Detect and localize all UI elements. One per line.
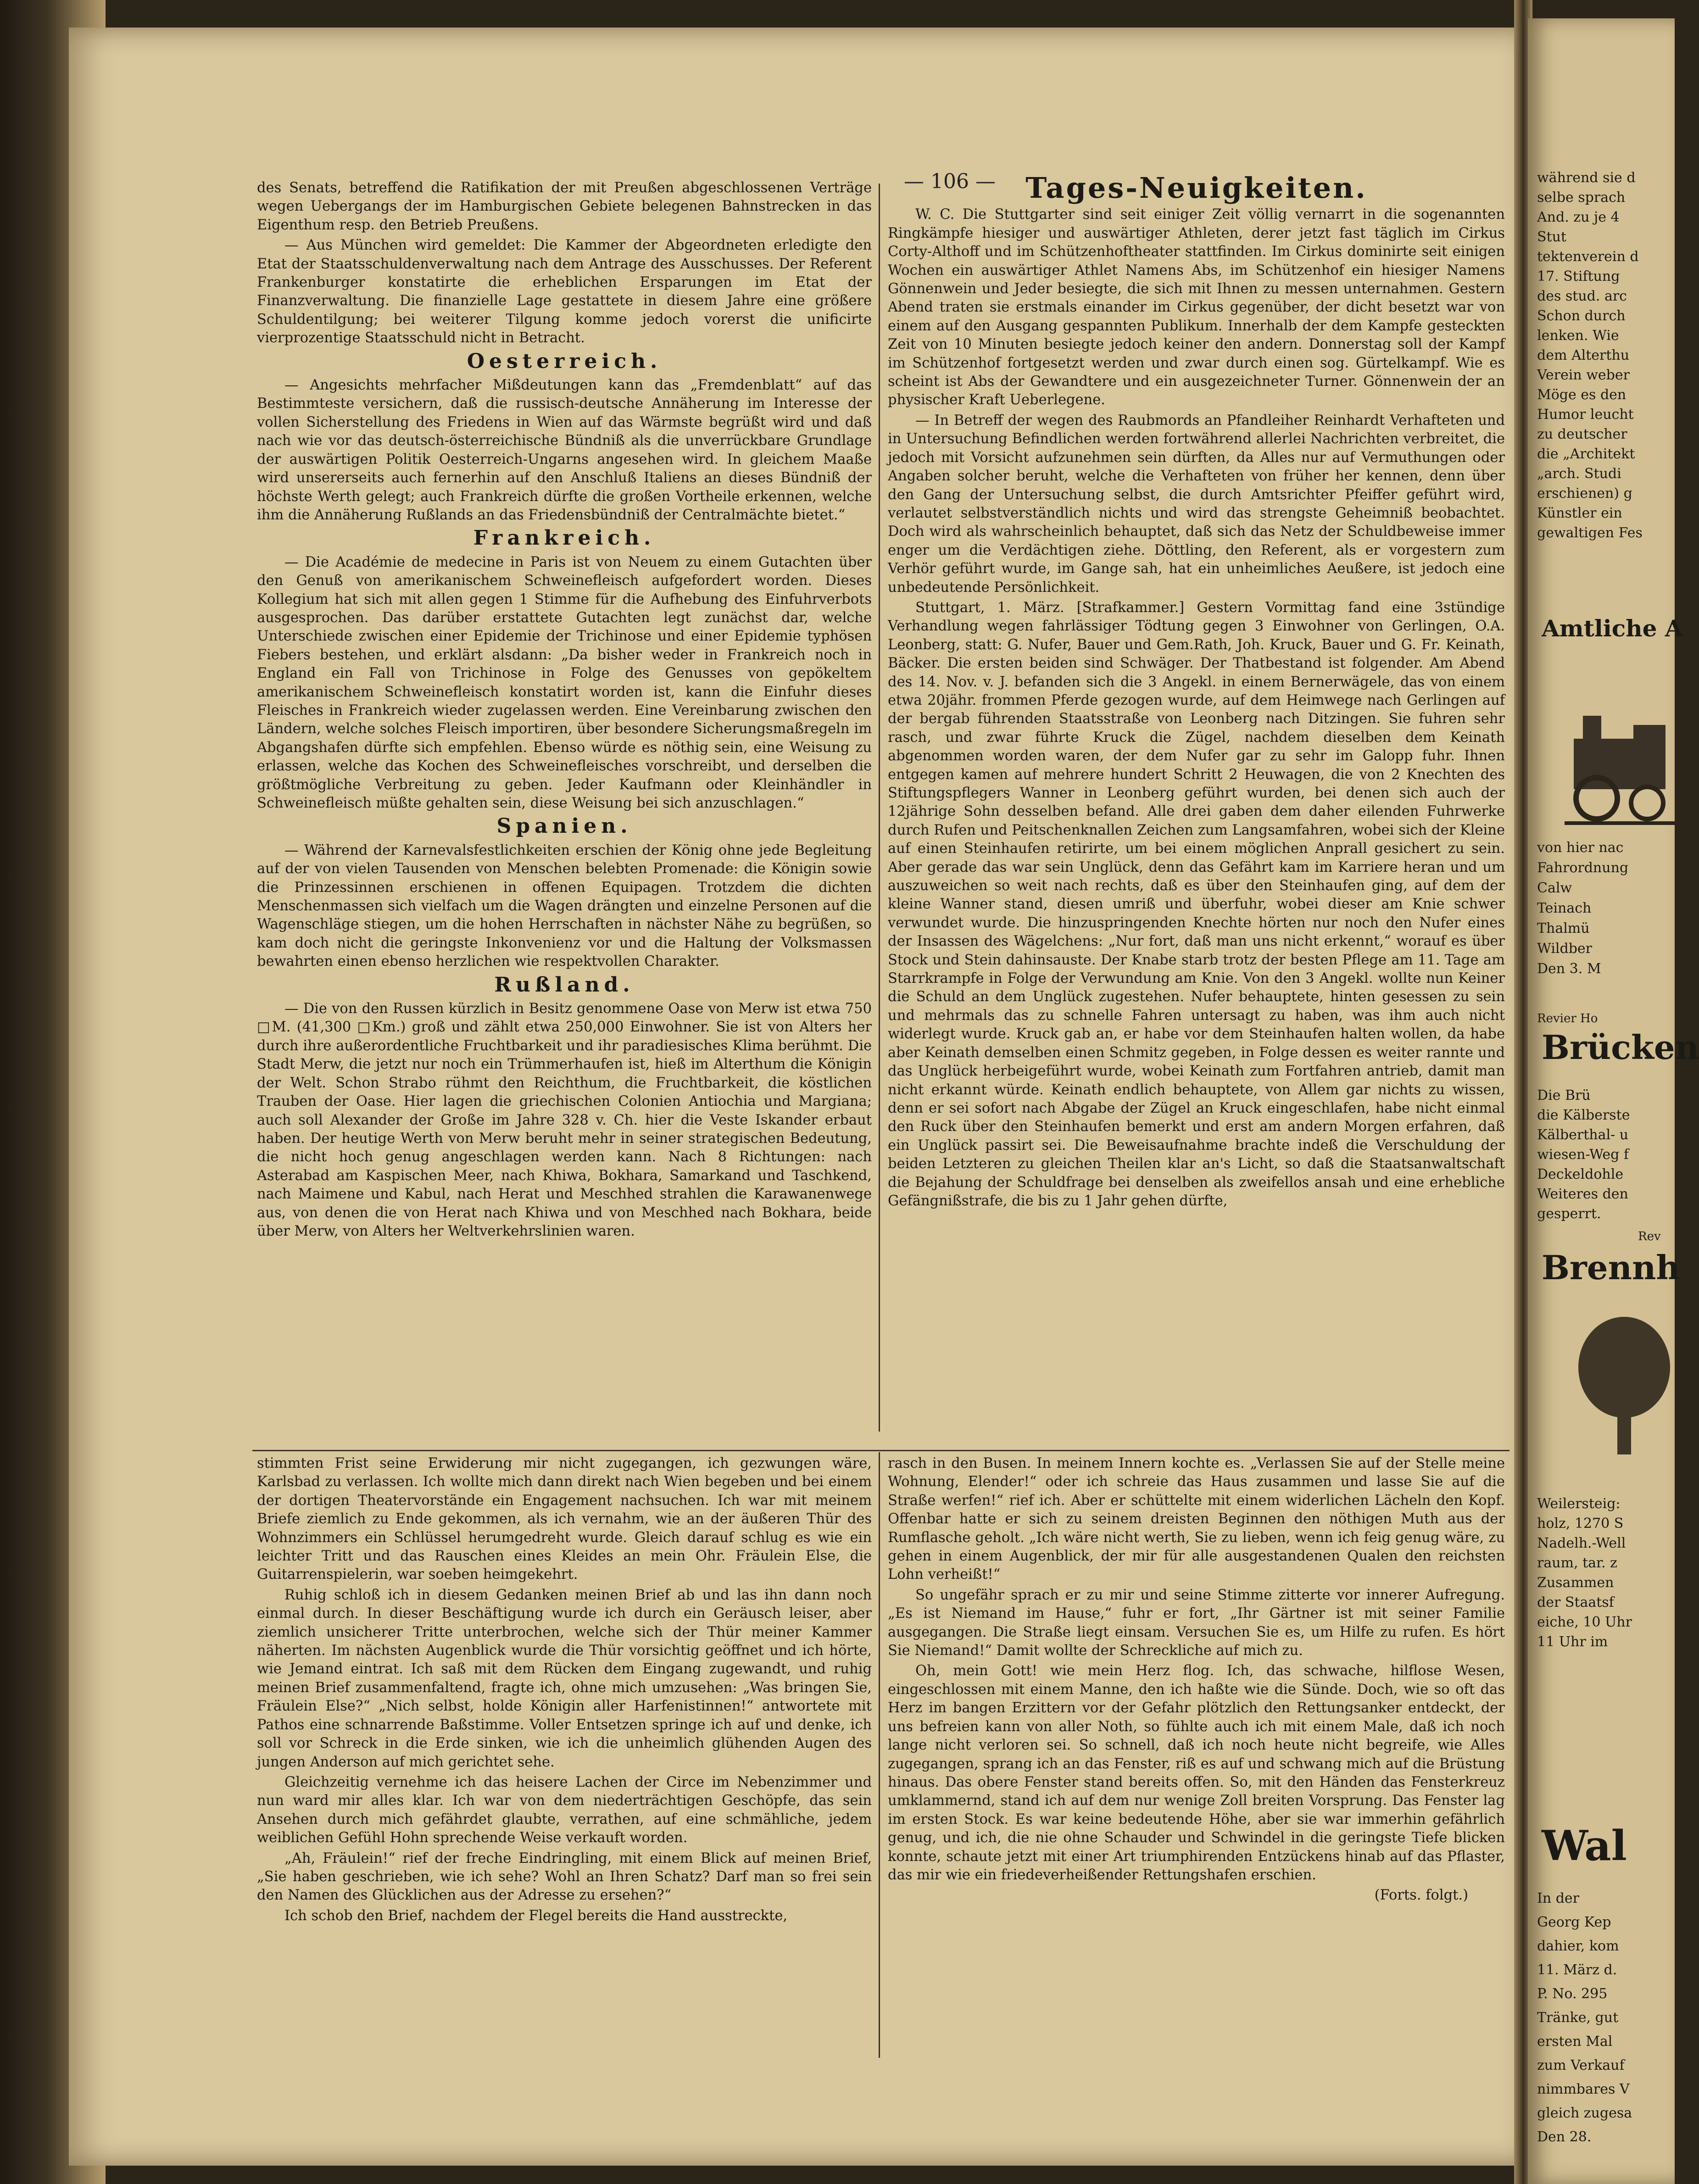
adjacent-text-line: der Staatsf [1537, 1594, 1614, 1610]
adjacent-heading-bruecken: Brücken [1542, 1028, 1699, 1067]
section-heading-russland: Rußland. [494, 973, 635, 997]
adjacent-text-line: Weiteres den [1537, 1186, 1628, 1202]
section-heading-spanien: Spanien. [496, 814, 632, 838]
adjacent-text-line: gesperrt. [1537, 1206, 1601, 1222]
adjacent-text-line: erschienen) g [1537, 485, 1632, 501]
locomotive-illustration [1565, 684, 1675, 835]
article-russland: — Die von den Russen kürzlich in Besitz genommene Oase von Merw ist etwa 750 □M. (41,300 □Km.) groß und zählt etwa 250,000 Einwohner. Sie ist von Alters her durch ihre außerordentliche Fruchtbarkeit und ihr paradiesisches Klima berühmt. Die Stadt Merw, die jetzt nur noch ein Trümmerhaufen ist, hieß im Alterthum die Königin der Welt. Schon Strabo rühmt den Reichthum, die Fruchtbarkeit, die köstlichen Trauben der Oase. Hier lagen die griechischen Colonien Antiochia und Margiana; auch soll Alexander der Große im Jahre 328 v. Ch. hier die Veste Iskander erbaut haben. Der heutige Werth von Merw beruht mehr in seiner strategischen Bedeutung, die nicht hoch genug angeschlagen werden kann. Nach 8 Richtungen: nach Asterabad am Kaspischen Meer, nach Khiwa, Bokhara, Samarkand und Taschkend, nach Maimene und Kabul, nach Herat und Meschhed strahlen die Karawanenwege aus, von denen die von Herat nach Khiwa und von Meschhed nach Bokhara, beide über Merw, von Alters her Weltverkehrslinien waren. [257, 1001, 872, 1239]
feuilleton-paragraph: Ich schob den Brief, nachdem der Flegel bereits die Hand ausstreckte, [284, 1907, 788, 1924]
adjacent-text-line: Die Brü [1537, 1087, 1591, 1103]
adjacent-text-line: ersten Mal [1537, 2034, 1613, 2050]
section-heading-oesterreich: Oesterreich. [467, 349, 662, 373]
adjacent-text-line: von hier nac [1537, 840, 1624, 856]
article-frankreich: — Die Académie de medecine in Paris ist von Neuem zu einem Gutachten über den Genuß von amerikanischem Schweinefleisch aufgefordert worden. Dieses Kollegium hat sich mit allen gegen 1 Stimme für die Aufhebung des Einfuhrverbots ausgesprochen. Das darüber erstattete Gutachten legt zunächst dar, welche Unterschiede zwischen einer Epidemie der Trichinose und einer Epidemie typhösen Fiebers bestehen, und erklärt alsdann: „Da bisher weder in Frankreich noch in England ein Fall von Trichinose in Folge des Genusses von gepökeltem amerikanischem Schweinefleisch konstatirt worden ist, kann die Einfuhr dieses Fleisches in Frankreich wieder zugelassen werden. Eine Vereinbarung zwischen den Ländern, welche solches Fleisch importiren, über besondere Sicherungsmaßregeln im Abgangshafen dürfte sich empfehlen. Ebenso würde es nöthig sein, eine Weisung zu erlassen, welche das Kochen des Schweinefleisches vorschreibt, und derselben die größtmögliche Verbreitung zu geben. Jeder Kaufmann oder Kleinhändler in Schweinefleisch müßte gehalten sein, diese Weisung bei sich anzuschlagen.“ [257, 554, 872, 811]
feuilleton-paragraph: rasch in den Busen. In meinem Innern kochte es. „Verlassen Sie auf der Stelle meine Wohnung, Elender!“ oder ich schreie das Haus zusammen und lasse Sie auf die Straße werfen!“ rief ich. Aber er schüttelte mit einem widerlichen Lächeln den Kopf. Offenbar hatte er sich zu seinem dreisten Beginnen den nöthigen Muth aus der Rumflasche geholt. „Ich wäre nicht werth, Sie zu lieben, wenn ich feig genug wäre, zu gehen in einem Augenblick, der mir für alle ausgestandenen Qualen den reichsten Lohn verheißt!“ [888, 1455, 1505, 1583]
adjacent-text-line: Thalmü [1537, 920, 1590, 936]
column-divider [879, 184, 880, 1432]
feuilleton-right-text [888, 1454, 1505, 1884]
adjacent-text-line: And. zu je 4 [1537, 209, 1620, 225]
adjacent-text-line: zu deutscher [1537, 426, 1627, 442]
article-oesterreich: — Angesichts mehrfacher Mißdeutungen kann das „Fremdenblatt“ auf das Bestimmteste versichern, daß die russisch-deutsche Annäherung im Interesse der vollen Sicherstellung des Friedens in Wien auf das Wärmste begrüßt wird und daß nach wie vor das deutsch-österreichische Bündniß als die unverrückbare Grundlage der auswärtigen Politik Oesterreich-Ungarns angesehen wird. In gleichem Maaße wird unsererseits auch fernerhin auf den Anschluß Italiens an dieses Bündniß der höchste Werth gelegt; auch Frankreich dürfte die großen Vortheile erkennen, welche ihm die Annäherung Rußlands an das Friedensbündniß der Centralmächte bietet.“ [257, 377, 872, 523]
adjacent-text-line: gewaltigen Fes [1537, 525, 1643, 541]
adjacent-text-line: Kälberthal- u [1537, 1127, 1629, 1143]
page-number: — 106 — [904, 170, 996, 193]
adjacent-text-line: Teinach [1537, 900, 1592, 916]
adjacent-text-line: Verein weber [1537, 367, 1630, 383]
adjacent-text-line: gleich zugesa [1537, 2105, 1632, 2121]
adjacent-text-line: Calw [1537, 880, 1572, 896]
adjacent-text-line: P. No. 295 [1537, 1986, 1608, 2002]
feuilleton-column-divider [879, 1452, 880, 2058]
article-muenchen: — Aus München wird gemeldet: Die Kammer der Abgeordneten erledigte den Etat der Staatsschuldenverwaltung nach dem Antrage des Ausschusses. Der Referent Frankenburger konstatirte die erheblichen Ersparungen im Etat der Finanzverwaltung. Die finanzielle Lage gestattete in diesem Jahre eine größere Schuldentilgung; bei weiterer Tilgung komme jedoch vorerst die unificirte vierprozentige Staatsschuld nicht in Betracht. [257, 237, 872, 346]
feuilleton-paragraph: Gleichzeitig vernehme ich das heisere Lachen der Circe im Nebenzimmer und nun ward mir alles klar. Ich war von dem niederträchtigen Geschöpfe, das sein Ansehen durch mich gefährdet glaubte, verrathen, auf eine schmähliche, jedem weiblichen Gefühl Hohn sprechende Weise verkauft worden. [257, 1774, 872, 1846]
adjacent-small-revier: Revier Ho [1537, 1012, 1598, 1025]
adjacent-text-line: 11 Uhr im [1537, 1634, 1608, 1650]
adjacent-text-line: während sie d [1537, 170, 1636, 186]
adjacent-text-line: Deckeldohle [1537, 1166, 1624, 1182]
adjacent-heading-wal: Wal [1542, 1822, 1627, 1870]
adjacent-text-line: Möge es den [1537, 387, 1627, 403]
feuilleton-left-text [257, 1454, 872, 1925]
adjacent-text-line: Den 3. M [1537, 961, 1601, 977]
adjacent-text-line: dem Alterthu [1537, 347, 1630, 363]
adjacent-text-line: Weilersteig: [1537, 1496, 1621, 1512]
feuilleton-left-column [257, 1454, 872, 2060]
adjacent-text-line: In der [1537, 1890, 1580, 1906]
adjacent-text-line: Georg Kep [1537, 1914, 1611, 1930]
left-column [257, 179, 872, 1445]
article-spanien: — Während der Karnevalsfestlichkeiten erschien der König ohne jede Begleitung auf der von vielen Tausenden von Menschen belebten Promenade: die Königin sowie die Prinzessinnen erschienen in offenen Equipagen. Trotzdem die dichten Menschenmassen sich vielfach um die Wagen drängten und einzelne Personen auf die Wagenschläge stiegen, um die hohen Herrschaften in nächster Nähe zu begrüßen, so kam doch nicht die geringste Inkonvenienz vor und die Haltung der Volksmassen bewahrten einen ebenso herzlichen wie respektvollen Charakter. [257, 842, 872, 970]
article-ringkaempfe: W. C. Die Stuttgarter sind seit einiger Zeit völlig vernarrt in die sogenannten Ringkämpfe hiesiger und auswärtiger Athleten, derer jetzt fast täglich im Cirkus Corty-Althoff und im Schützenhoftheater stattfinden. Im Cirkus dominirte seit einigen Wochen ein auswärtiger Athlet Namens Abs, im Schützenhof ein hiesiger Namens Gönnenwein und Jeder besiegte, die sich mit Ihnen zu messen unternahmen. Gestern Abend traten sie erstmals einander im Cirkus gegenüber, der dicht besetzt war von einem auf den Ausgang gespannten Publikum. Innerhalb der dem Kampfe gesteckten Zeit von 10 Minuten besiegte jedoch keiner den andern. Donnerstag soll der Kampf im Schützenhof fortgesetzt werden und zwar durch einen sog. Gürtelkampf. Wie es scheint ist Abs der Gewandtere und ein ausgezeichneter Turner. Gönnenwein der an physischer Kraft Ueberlegene. [888, 206, 1505, 408]
section-heading-frankreich: Frankreich. [473, 526, 656, 550]
adjacent-page [1528, 18, 1699, 2184]
adjacent-text-line: Nadelh.-Well [1537, 1535, 1626, 1551]
adjacent-text-line: dahier, kom [1537, 1938, 1619, 1954]
feuilleton-paragraph: So ungefähr sprach er zu mir und seine Stimme zitterte vor innerer Aufregung. „Es ist Niemand im Hause,“ fuhr er fort, „Ihr Gärtner ist mit seiner Familie ausgegangen. Die Straße liegt einsam. Versuchen Sie es, um Hilfe zu rufen. Es hört Sie Niemand!“ Damit wollte der Schreckliche auf mich zu. [888, 1587, 1505, 1659]
feuilleton-paragraph: stimmten Frist seine Erwiderung mir nicht zugegangen, ich gezwungen wäre, Karlsbad zu verlassen. Ich wollte mich dann direkt nach Wien begeben und bei einem der dortigen Theatervorstände ein Engagement nachsuchen. Ich war mit meinem Briefe ziemlich zu Ende gekommen, als ich vernahm, wie an der äußeren Thür des Wohnzimmers ein Schlüssel herumgedreht wurde. Gleich darauf schlug es wie ein leichter Tritt und das Rauschen eines Kleides an mein Ohr. Fräulein Else, die Guitarrenspielerin, war soeben heimgekehrt. [257, 1455, 872, 1583]
feuilleton-right-column [888, 1454, 1505, 2060]
adjacent-text-line: Zusammen [1537, 1575, 1614, 1591]
feuilleton-paragraph: „Ah, Fräulein!“ rief der freche Eindringling, mit einem Blick auf meinen Brief, „Sie haben geschrieben, wie ich sehe? Wohl an Ihren Schatz? Darf man so frei sein den Namen des Glücklichen aus der Adresse zu ersehen?“ [257, 1850, 872, 1904]
adjacent-text-line: 11. März d. [1537, 1962, 1617, 1978]
adjacent-text-line: selbe sprach [1537, 189, 1626, 206]
forestry-emblem [1574, 1312, 1675, 1464]
adjacent-text-line: Künstler ein [1537, 505, 1622, 521]
adjacent-text-line: die „Architekt [1537, 446, 1635, 462]
adjacent-text-line: lenken. Wie [1537, 328, 1619, 344]
adjacent-text-line: tektenverein d [1537, 249, 1639, 265]
adjacent-text-line: raum, tar. z [1537, 1555, 1617, 1571]
adjacent-small-rev: Rev [1638, 1230, 1661, 1243]
adjacent-text-line: zum Verkauf [1537, 2057, 1625, 2073]
continuation-note: (Forts. folgt.) [1374, 1887, 1468, 1904]
section-heading-tages-neuigkeiten: Tages-Neuigkeiten. [1025, 171, 1367, 205]
adjacent-text-line: Humor leucht [1537, 407, 1634, 423]
adjacent-heading-brenn: Brennh [1542, 1248, 1680, 1287]
right-column [888, 171, 1505, 1445]
article-senat: des Senats, betreffend die Ratifikation der mit Preußen abgeschlossenen Verträge wegen Uebergangs der im Hamburgischen Gebiete belegenen Bahnstrecken in das Eigenthum resp. den Betrieb Preußens. [257, 180, 872, 233]
article-strafkammer: Stuttgart, 1. März. [Strafkammer.] Gestern Vormittag fand eine 3stündige Verhandlung wegen fahrlässiger Tödtung gegen 3 Einwohner von Gerlingen, O.A. Leonberg, statt: G. Nufer, Bauer und Gem.Rath, Joh. Kruck, Bauer und G. Fr. Keinath, Bäcker. Die ersten beiden sind Schwäger. Der Thatbestand ist folgender. Am Abend des 14. Nov. v. J. befanden sich die 3 Angekl. in einem Bernerwägele, das von einem etwa 20jähr. frommen Pferde gezogen wurde, auf dem Heimwege nach Gerlingen auf der bergab führenden Staatsstraße von Leonberg nach Ditzingen. Sie fuhren sehr rasch, und zwar führte Kruck die Zügel, nachdem dieselben dem Keinath abgenommen worden waren, der dem Nufer gar zu sehr im Galopp fuhr. Ihnen entgegen kamen auf mehrere hundert Schritt 2 Heuwagen, die von 2 Knechten des Stiftungspflegers Wanner in Leonberg geführt wurden, bei denen sich auch der 12jährige Sohn desselben befand. Alle drei gaben dem daher eilenden Fuhrwerke durch Rufen und Peitschenknallen Zeichen zum Langsamfahren, wobei sich der Kleine auf einen Steinhaufen retirirte, um bei einem möglichen Anprall gesichert zu sein. Aber gerade das war sein Unglück, denn das Gefährt kam im Karriere heran und um auszuweichen so weit nach rechts, daß es über den Steinhaufen ging, auf dem der kleine Wanner stand, diesen umriß und überfuhr, wobei dieser am Knie schwer verwundet wurde. Die hinzuspringenden Knechte hörten nur noch den Nufer eines der Insassen des Wägelchens: „Nur fort, daß man uns nicht erkennt,“ worauf es über Stock und Stein dahinsauste. Der Knabe starb trotz der besten Pflege am 11. Tage am Starrkrampfe in Folge der Verwundung am Knie. Von den 3 Angekl. wollte nun Keiner die Schuld an dem Unglück zugestehen. Nufer behauptete, hinten gesessen zu sein und mehrmals das zu schnelle Fahren untersagt zu haben, was ihm auch nicht widerlegt wurde. Kruck gab an, er habe vor dem Steinhaufen halten wollen, da habe aber Keinath demselben einen Schmitz gegeben, in Folge dessen es weiter rannte und das Unglück herbeigeführt wurde, wobei Keinath zum Fortfahren antrieb, damit man nicht erkannt würde. Keinath endlich behauptete, von Allem gar nichts zu wissen, denn er sei sofort nach Abgabe der Zügel an Kruck eingeschlafen, habe nicht einmal den Ruck über den Steinhaufen bemerkt und erst am andern Morgen erfahren, daß ein Unglück passirt sei. Die Beweisaufnahme brachte indeß die Verschuldung der beiden Letzteren zu gleichen Theilen klar an's Licht, so daß die Staatsanwaltschaft die Bejahung der Schuldfrage bei denselben als zweifellos ansah und eine erhebliche Gefängnißstrafe, die bis zu 1 Jahr gehen dürfte, [888, 599, 1505, 1209]
adjacent-text-line: Fahrordnung [1537, 860, 1629, 876]
adjacent-text-line: Schon durch [1537, 308, 1626, 324]
adjacent-text-line: Wildber [1537, 941, 1592, 957]
adjacent-text-line: 17. Stiftung [1537, 268, 1620, 284]
adjacent-text-line: nimmbares V [1537, 2081, 1630, 2097]
feuilleton-paragraph: Ruhig schloß ich in diesem Gedanken meinen Brief ab und las ihn dann noch einmal durch. In dieser Beschäftigung wurde ich durch ein Geräusch leiser, aber ziemlich unsicherer Tritte unterbrochen, welche sich der Thür meiner Kammer näherten. Im nächsten Augenblick wurde die Thür vorsichtig geöffnet und ich hörte, wie Jemand eintrat. Ich saß mit dem Rücken dem Eingang zugewandt, und ruhig meinen Brief zusammenfaltend, fragte ich, ohne mich umzusehen: „Was bringen Sie, Fräulein Else?“ „Nich selbst, holde Königin aller Harfenistinnen!“ antwortete mit Pathos eine schnarrende Baßstimme. Voller Entsetzen springe ich auf und denke, ich soll vor Schreck in die Erde sinken, wie ich die unheimlich glühenden Augen des jungen Anderson auf mich gerichtet sehe. [257, 1587, 872, 1770]
adjacent-text-line: holz, 1270 S [1537, 1515, 1624, 1532]
adjacent-text-line: Stut [1537, 229, 1566, 245]
adjacent-text-line: wiesen-Weg f [1537, 1147, 1629, 1163]
article-raubmord: — In Betreff der wegen des Raubmords an Pfandleiher Reinhardt Verhafteten und in Untersuchung Befindlichen werden fortwährend allerlei Nachrichten verbreitet, die jedoch mit Vorsicht aufzunehmen sein dürften, da Alles nur auf Vermuthungen oder Angaben solcher beruht, welche die Verhafteten von früher her kennen, denn über den Gang der Untersuchung selbst, die durch Amtsrichter Pfeiffer geführt wird, verlautet selbstverständlich nichts und wird das strengste Geheimniß beobachtet. Doch wird als wahrscheinlich behauptet, daß sich das Netz der Schuldbeweise immer enger um die Verdächtigen ziehe. Döttling, den Referent, als er vorgestern zum Verhör geführt wurde, im Gange sah, hat ein unheimliches Aeußere, ist jedoch eine unbedeutende Persönlichkeit. [888, 412, 1505, 596]
adjacent-text-line: des stud. arc [1537, 288, 1627, 304]
adjacent-text-line: die Kälberste [1537, 1107, 1630, 1123]
adjacent-heading-amtliche: Amtliche A [1542, 615, 1683, 642]
adjacent-text-line: Tränke, gut [1537, 2010, 1619, 2026]
adjacent-text-line: „arch. Studi [1537, 466, 1621, 482]
feuilleton-divider [252, 1450, 1510, 1451]
feuilleton-paragraph: Oh, mein Gott! wie mein Herz flog. Ich, das schwache, hilflose Wesen, eingeschlossen mit einem Manne, den ich haßte wie die Sünde. Doch, wie so oft das Herz im bangen Erzittern vor der Gefahr plötzlich den Rettungsanker entdeckt, der uns befreien kann von aller Noth, so fühlte auch ich mit einem Male, daß ich noch lange nicht verloren sei. So schnell, daß ich noch heute nicht begreife, wie Alles zugegangen, sprang ich an das Fenster, riß es auf und schwang mich auf die Brüstung hinaus. Das obere Fenster stand bereits offen. So, mit den Händen das Fensterkreuz umklammernd, stand ich auf dem nur wenige Zoll breiten Vorsprung. Das Fenster lag im ersten Stock. Es war keine bedeutende Höhe, aber sie war immerhin gefährlich genug, und ich, die nie ohne Schauder und Schwindel in die geringste Tiefe blicken konnte, schaute jetzt mit einer Art triumphirenden Entzückens hinab auf das Pflaster, das mir wie ein friedeverheißender Rettungshafen erschien. [888, 1663, 1505, 1883]
adjacent-text-line: eiche, 10 Uhr [1537, 1614, 1632, 1630]
adjacent-text-line: Den 28. [1537, 2129, 1592, 2145]
